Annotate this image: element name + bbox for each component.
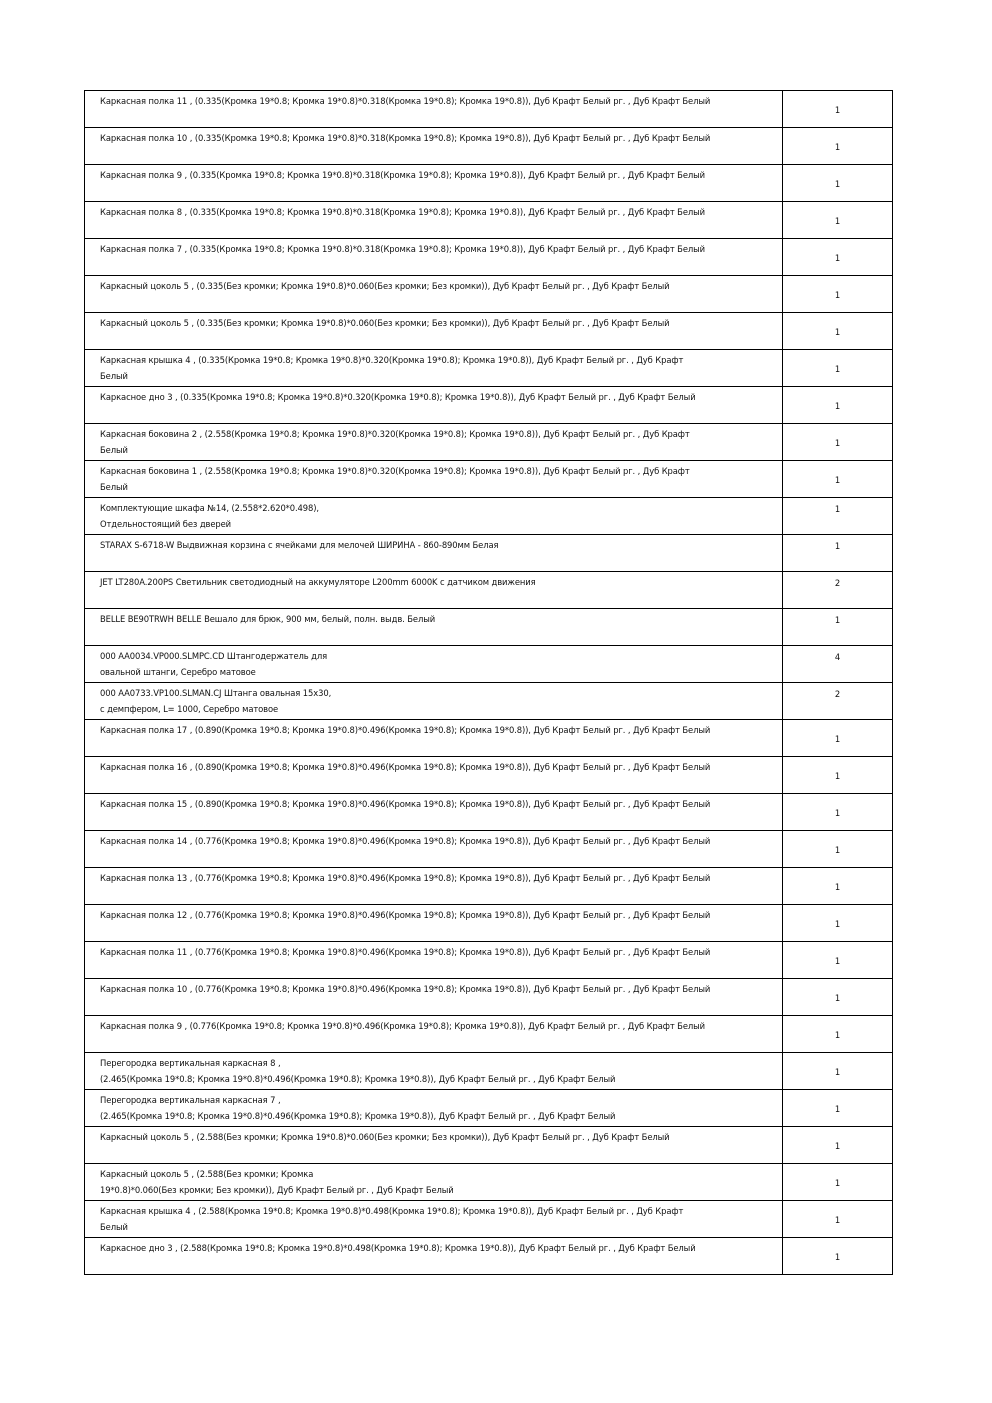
table-row [85,979,893,1016]
item-description-line: Каркасное дно 3 , (0.335(Кромка 19*0.8; Кромка 19*0.8)*0.320(Кромка 19*0.8); Кромка 19*0.8)), Дуб Крафт Белый рг. , Дуб Крафт Белый [100,392,696,402]
item-description-line: Каркасный цоколь 5 , (0.335(Без кромки; Кромка 19*0.8)*0.060(Без кромки; Без кромки)), Дуб Крафт Белый рг. , Дуб Крафт Белый [100,318,670,328]
table-row [85,720,893,757]
item-description-line: Каркасная полка 14 , (0.776(Кромка 19*0.8; Кромка 19*0.8)*0.496(Кромка 19*0.8); Кромка 19*0.8)), Дуб Крафт Белый рг. , Дуб Крафт Белый [100,836,711,846]
item-quantity-cell: 1 [783,387,893,424]
item-description-cell [85,313,783,350]
table-row [85,1201,893,1238]
item-description-line: Каркасная крышка 4 , (0.335(Кромка 19*0.8; Кромка 19*0.8)*0.320(Кромка 19*0.8); Кромка 19*0.8)), Дуб Крафт Белый рг. , Дуб Крафт [100,355,684,365]
table-row [85,905,893,942]
item-quantity-cell: 1 [783,276,893,313]
item-quantity-cell: 1 [783,313,893,350]
item-description-line: Каркасная полка 9 , (0.776(Кромка 19*0.8; Кромка 19*0.8)*0.496(Кромка 19*0.8); Кромка 19*0.8)), Дуб Крафт Белый рг. , Дуб Крафт Белый [100,1021,705,1031]
item-description-line: Каркасный цоколь 5 , (0.335(Без кромки; Кромка 19*0.8)*0.060(Без кромки; Без кромки)), Дуб Крафт Белый рг. , Дуб Крафт Белый [100,281,670,291]
item-description-line: Каркасная полка 9 , (0.335(Кромка 19*0.8; Кромка 19*0.8)*0.318(Кромка 19*0.8); Кромка 19*0.8)), Дуб Крафт Белый рг. , Дуб Крафт Белый [100,170,705,180]
item-description-line: Белый [100,481,128,492]
table-row [85,202,893,239]
item-description-line: Комплектующие шкафа №14, (2.558*2.620*0.498), [100,503,319,513]
table-row [85,165,893,202]
item-description-cell [85,350,783,387]
table-row [85,1164,893,1201]
item-quantity-cell: 1 [783,1053,893,1090]
item-description-line: Каркасный цоколь 5 , (2.588(Без кромки; Кромка [100,1169,314,1179]
table-row [85,757,893,794]
table-row [85,1090,893,1127]
item-description-line: овальной штанги, Серебро матовое [100,666,256,677]
item-description-cell [85,202,783,239]
table-row [85,794,893,831]
item-description-line: Каркасная полка 10 , (0.335(Кромка 19*0.8; Кромка 19*0.8)*0.318(Кромка 19*0.8); Кромка 19*0.8)), Дуб Крафт Белый рг. , Дуб Крафт Белый [100,133,711,143]
item-quantity-cell: 1 [783,498,893,535]
item-description-line: Перегородка вертикальная каркасная 7 , [100,1095,281,1105]
table-row [85,609,893,646]
item-description-line: Белый [100,1221,128,1232]
table-row [85,424,893,461]
item-quantity-cell: 1 [783,905,893,942]
item-description-cell [85,979,783,1016]
item-description-cell [85,1127,783,1164]
item-quantity-cell: 2 [783,572,893,609]
item-description-cell [85,535,783,572]
table-row [85,1238,893,1275]
item-quantity-cell: 1 [783,942,893,979]
item-quantity-cell: 1 [783,979,893,1016]
item-description-line: Каркасная боковина 2 , (2.558(Кромка 19*0.8; Кромка 19*0.8)*0.320(Кромка 19*0.8); Кромка 19*0.8)), Дуб Крафт Белый рг. , Дуб Крафт [100,429,690,439]
item-quantity-cell: 1 [783,1016,893,1053]
item-description-cell [85,276,783,313]
table-row [85,1127,893,1164]
item-description-line: Каркасное дно 3 , (2.588(Кромка 19*0.8; Кромка 19*0.8)*0.498(Кромка 19*0.8); Кромка 19*0.8)), Дуб Крафт Белый рг. , Дуб Крафт Белый [100,1243,696,1253]
item-description-line: STARAX S-6718-W Выдвижная корзина с ячейками для мелочей ШИРИНА - 860-890мм Белая [100,540,499,550]
item-description-line: Каркасная полка 11 , (0.335(Кромка 19*0.8; Кромка 19*0.8)*0.318(Кромка 19*0.8); Кромка 19*0.8)), Дуб Крафт Белый рг. , Дуб Крафт Белый [100,96,711,106]
item-quantity-cell: 1 [783,128,893,165]
item-quantity-cell: 1 [783,1090,893,1127]
table-row [85,498,893,535]
table-body [85,91,893,1275]
item-description-line: Каркасная полка 17 , (0.890(Кромка 19*0.8; Кромка 19*0.8)*0.496(Кромка 19*0.8); Кромка 19*0.8)), Дуб Крафт Белый рг. , Дуб Крафт Белый [100,725,711,735]
item-description-line: Каркасная полка 10 , (0.776(Кромка 19*0.8; Кромка 19*0.8)*0.496(Кромка 19*0.8); Кромка 19*0.8)), Дуб Крафт Белый рг. , Дуб Крафт Белый [100,984,711,994]
item-description-cell [85,720,783,757]
item-description-cell [85,387,783,424]
table-row [85,868,893,905]
item-description-cell [85,905,783,942]
table-row [85,461,893,498]
item-quantity-cell: 1 [783,757,893,794]
item-description-cell [85,128,783,165]
item-quantity-cell: 1 [783,535,893,572]
item-quantity-cell: 1 [783,609,893,646]
table-row [85,572,893,609]
item-description-cell [85,1016,783,1053]
item-description-cell [85,498,783,535]
item-description-cell [85,794,783,831]
item-description-line: Каркасная полка 11 , (0.776(Кромка 19*0.8; Кромка 19*0.8)*0.496(Кромка 19*0.8); Кромка 19*0.8)), Дуб Крафт Белый рг. , Дуб Крафт Белый [100,947,711,957]
table-row [85,128,893,165]
item-description-line: Отдельностоящий без дверей [100,518,232,529]
item-description-line: Каркасная полка 8 , (0.335(Кромка 19*0.8; Кромка 19*0.8)*0.318(Кромка 19*0.8); Кромка 19*0.8)), Дуб Крафт Белый рг. , Дуб Крафт Белый [100,207,705,217]
item-description-line: Каркасная полка 16 , (0.890(Кромка 19*0.8; Кромка 19*0.8)*0.496(Кромка 19*0.8); Кромка 19*0.8)), Дуб Крафт Белый рг. , Дуб Крафт Белый [100,762,711,772]
item-quantity-cell: 1 [783,461,893,498]
item-description-cell [85,1238,783,1275]
item-description-line: Каркасная крышка 4 , (2.588(Кромка 19*0.8; Кромка 19*0.8)*0.498(Кромка 19*0.8); Кромка 19*0.8)), Дуб Крафт Белый рг. , Дуб Крафт [100,1206,684,1216]
table-row [85,1016,893,1053]
item-quantity-cell: 1 [783,1201,893,1238]
item-description-line: 000 AA0733.VP100.SLMAN.CJ Штанга овальная 15x30, [100,688,332,698]
item-description-cell [85,91,783,128]
item-quantity-cell: 1 [783,424,893,461]
item-quantity-cell: 1 [783,1127,893,1164]
table-row [85,387,893,424]
item-description-line: Каркасная полка 12 , (0.776(Кромка 19*0.8; Кромка 19*0.8)*0.496(Кромка 19*0.8); Кромка 19*0.8)), Дуб Крафт Белый рг. , Дуб Крафт Белый [100,910,711,920]
item-quantity-cell: 1 [783,239,893,276]
item-description-line: (2.465(Кромка 19*0.8; Кромка 19*0.8)*0.496(Кромка 19*0.8); Кромка 19*0.8)), Дуб Крафт Белый рг. , Дуб Крафт Белый [100,1110,616,1121]
item-description-cell [85,461,783,498]
item-description-line: BELLE BE90TRWH BELLE Вешало для брюк, 900 мм, белый, полн. выдв. Белый [100,614,436,624]
item-quantity-cell: 1 [783,91,893,128]
item-description-line: JET LT280A.200PS Светильник светодиодный на аккумуляторе L200mm 6000K с датчиком движения [100,577,536,587]
item-description-cell [85,868,783,905]
item-description-cell [85,239,783,276]
item-description-line: Каркасная полка 13 , (0.776(Кромка 19*0.8; Кромка 19*0.8)*0.496(Кромка 19*0.8); Кромка 19*0.8)), Дуб Крафт Белый рг. , Дуб Крафт Белый [100,873,711,883]
item-description-line: с демпфером, L= 1000, Серебро матовое [100,703,279,714]
item-description-cell [85,165,783,202]
item-description-cell [85,831,783,868]
table-row [85,239,893,276]
item-quantity-cell: 1 [783,794,893,831]
item-quantity-cell: 1 [783,831,893,868]
item-quantity-cell: 1 [783,720,893,757]
item-quantity-cell: 1 [783,868,893,905]
item-description-cell [85,646,783,683]
table-row [85,646,893,683]
item-description-line: Каркасный цоколь 5 , (2.588(Без кромки; Кромка 19*0.8)*0.060(Без кромки; Без кромки)), Дуб Крафт Белый рг. , Дуб Крафт Белый [100,1132,670,1142]
item-quantity-cell: 1 [783,165,893,202]
item-description-line: 19*0.8)*0.060(Без кромки; Без кромки)), Дуб Крафт Белый рг. , Дуб Крафт Белый [100,1184,454,1195]
item-quantity-cell: 1 [783,202,893,239]
table-row [85,313,893,350]
item-description-cell [85,572,783,609]
item-quantity-cell: 2 [783,683,893,720]
table-row [85,535,893,572]
item-description-line: Белый [100,370,128,381]
table-row [85,831,893,868]
item-description-line: Каркасная полка 15 , (0.890(Кромка 19*0.8; Кромка 19*0.8)*0.496(Кромка 19*0.8); Кромка 19*0.8)), Дуб Крафт Белый рг. , Дуб Крафт Белый [100,799,711,809]
item-description-line: 000 AA0034.VP000.SLMPC.CD Штангодержатель для [100,651,328,661]
item-description-cell [85,1053,783,1090]
item-description-cell [85,1164,783,1201]
table-row [85,942,893,979]
table-row [85,350,893,387]
item-description-cell [85,609,783,646]
item-quantity-cell: 1 [783,1164,893,1201]
table-row [85,683,893,720]
table-row [85,91,893,128]
item-description-cell [85,424,783,461]
table-row [85,276,893,313]
item-description-cell [85,683,783,720]
table-row [85,1053,893,1090]
item-description-line: Белый [100,444,128,455]
item-description-line: Каркасная полка 7 , (0.335(Кромка 19*0.8; Кромка 19*0.8)*0.318(Кромка 19*0.8); Кромка 19*0.8)), Дуб Крафт Белый рг. , Дуб Крафт Белый [100,244,705,254]
item-quantity-cell: 4 [783,646,893,683]
item-quantity-cell: 1 [783,1238,893,1275]
item-quantity-cell: 1 [783,350,893,387]
specification-table [84,90,893,1275]
item-description-line: (2.465(Кромка 19*0.8; Кромка 19*0.8)*0.496(Кромка 19*0.8); Кромка 19*0.8)), Дуб Крафт Белый рг. , Дуб Крафт Белый [100,1073,616,1084]
item-description-cell [85,1090,783,1127]
item-description-cell [85,942,783,979]
item-description-cell [85,757,783,794]
item-description-line: Каркасная боковина 1 , (2.558(Кромка 19*0.8; Кромка 19*0.8)*0.320(Кромка 19*0.8); Кромка 19*0.8)), Дуб Крафт Белый рг. , Дуб Крафт [100,466,690,476]
item-description-cell [85,1201,783,1238]
item-description-line: Перегородка вертикальная каркасная 8 , [100,1058,281,1068]
